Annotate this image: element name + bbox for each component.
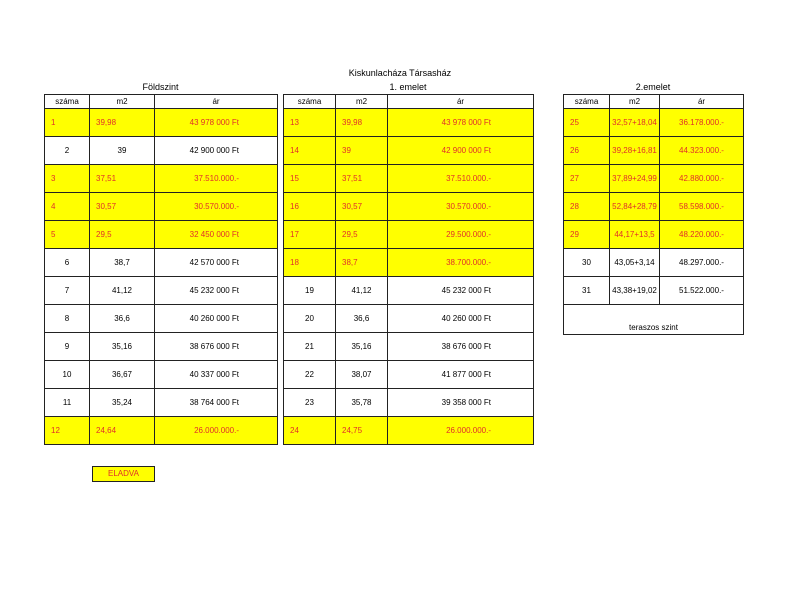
apartment-area: 36,67 (90, 361, 155, 389)
apartment-number: 30 (564, 249, 610, 277)
apartment-area: 44,17+13,5 (610, 221, 660, 249)
apartment-number: 29 (564, 221, 610, 249)
table-row (284, 333, 534, 361)
table-row (45, 137, 278, 165)
apartment-price: 40 260 000 Ft (155, 305, 278, 333)
apartment-number: 10 (45, 361, 90, 389)
apartment-table-ground-floor (44, 94, 278, 445)
column-header: száma (284, 95, 336, 109)
apartment-price: 51.522.000.- (660, 277, 744, 305)
sold-legend: ELADVA (92, 466, 155, 482)
apartment-price: 42 900 000 Ft (155, 137, 278, 165)
apartment-area: 52,84+28,79 (610, 193, 660, 221)
section-caption-second-floor: 2.emelet (635, 82, 671, 92)
column-header: ár (155, 95, 278, 109)
table-row (284, 165, 534, 193)
column-header: m2 (336, 95, 388, 109)
apartment-price: 48.220.000.- (660, 221, 744, 249)
apartment-number: 8 (45, 305, 90, 333)
apartment-number: 18 (284, 249, 336, 277)
apartment-area: 38,07 (336, 361, 388, 389)
apartment-price: 37.510.000.- (155, 165, 278, 193)
apartment-area: 24,64 (90, 417, 155, 445)
apartment-price: 41 877 000 Ft (388, 361, 534, 389)
apartment-number: 19 (284, 277, 336, 305)
apartment-number: 22 (284, 361, 336, 389)
apartment-number: 20 (284, 305, 336, 333)
apartment-price: 26.000.000.- (388, 417, 534, 445)
table-row (45, 389, 278, 417)
apartment-number: 4 (45, 193, 90, 221)
table-row (564, 137, 744, 165)
table-header-row (284, 95, 534, 109)
table-row (284, 417, 534, 445)
table-row (284, 109, 534, 137)
apartment-number: 31 (564, 277, 610, 305)
apartment-price: 45 232 000 Ft (388, 277, 534, 305)
apartment-price: 42.880.000.- (660, 165, 744, 193)
table-row (45, 249, 278, 277)
apartment-number: 12 (45, 417, 90, 445)
apartment-area: 35,16 (90, 333, 155, 361)
apartment-number: 23 (284, 389, 336, 417)
table-row (564, 221, 744, 249)
apartment-area: 30,57 (90, 193, 155, 221)
apartment-price: 42 570 000 Ft (155, 249, 278, 277)
column-header: m2 (90, 95, 155, 109)
apartment-area: 39,98 (336, 109, 388, 137)
apartment-area: 39,98 (90, 109, 155, 137)
apartment-table-second-floor (563, 94, 744, 335)
apartment-price: 45 232 000 Ft (155, 277, 278, 305)
apartment-area: 39 (336, 137, 388, 165)
apartment-number: 15 (284, 165, 336, 193)
apartment-area: 35,16 (336, 333, 388, 361)
table-row (284, 305, 534, 333)
column-header: ár (388, 95, 534, 109)
apartment-price: 36.178.000.- (660, 109, 744, 137)
apartment-area: 37,51 (90, 165, 155, 193)
table-row (284, 137, 534, 165)
document-title: Kiskunlacháza Társasház (348, 68, 452, 78)
table-row (45, 193, 278, 221)
apartment-number: 2 (45, 137, 90, 165)
apartment-area: 29,5 (90, 221, 155, 249)
apartment-number: 24 (284, 417, 336, 445)
apartment-price: 38 764 000 Ft (155, 389, 278, 417)
apartment-price: 44.323.000.- (660, 137, 744, 165)
apartment-number: 28 (564, 193, 610, 221)
apartment-price: 58.598.000.- (660, 193, 744, 221)
apartment-number: 3 (45, 165, 90, 193)
apartment-area: 24,75 (336, 417, 388, 445)
apartment-price: 26.000.000.- (155, 417, 278, 445)
apartment-area: 43,05+3,14 (610, 249, 660, 277)
table-row (284, 361, 534, 389)
apartment-price: 42 900 000 Ft (388, 137, 534, 165)
apartment-number: 5 (45, 221, 90, 249)
section-caption-first-floor: 1. emelet (389, 82, 427, 92)
apartment-price: 30.570.000.- (388, 193, 534, 221)
apartment-price: 43 978 000 Ft (388, 109, 534, 137)
apartment-area: 36,6 (90, 305, 155, 333)
apartment-price: 48.297.000.- (660, 249, 744, 277)
apartment-price: 40 260 000 Ft (388, 305, 534, 333)
apartment-price: 37.510.000.- (388, 165, 534, 193)
table-row (564, 193, 744, 221)
apartment-number: 14 (284, 137, 336, 165)
table-row (284, 277, 534, 305)
column-header: ár (660, 95, 744, 109)
table-row (284, 221, 534, 249)
apartment-number: 1 (45, 109, 90, 137)
table-row (45, 165, 278, 193)
apartment-price: 32 450 000 Ft (155, 221, 278, 249)
table-row (564, 277, 744, 305)
apartment-area: 39,28+16,81 (610, 137, 660, 165)
column-header: m2 (610, 95, 660, 109)
apartment-number: 9 (45, 333, 90, 361)
table-row (45, 277, 278, 305)
apartment-price: 38.700.000.- (388, 249, 534, 277)
apartment-area: 38,7 (336, 249, 388, 277)
table-row (564, 249, 744, 277)
terrace-level-note: teraszos szint (564, 305, 744, 335)
apartment-number: 21 (284, 333, 336, 361)
apartment-area: 35,24 (90, 389, 155, 417)
apartment-area: 41,12 (336, 277, 388, 305)
table-row (45, 417, 278, 445)
apartment-price: 29.500.000.- (388, 221, 534, 249)
apartment-area: 41,12 (90, 277, 155, 305)
table-footer-row (564, 305, 744, 335)
apartment-price: 30.570.000.- (155, 193, 278, 221)
table-row (284, 249, 534, 277)
table-row (564, 165, 744, 193)
apartment-number: 27 (564, 165, 610, 193)
apartment-area: 39 (90, 137, 155, 165)
apartment-price: 43 978 000 Ft (155, 109, 278, 137)
apartment-number: 16 (284, 193, 336, 221)
apartment-area: 29,5 (336, 221, 388, 249)
apartment-area: 37,89+24,99 (610, 165, 660, 193)
apartment-area: 35,78 (336, 389, 388, 417)
table-row (284, 389, 534, 417)
apartment-number: 25 (564, 109, 610, 137)
section-caption-ground-floor: Földszint (142, 82, 179, 92)
apartment-area: 36,6 (336, 305, 388, 333)
apartment-area: 43,38+19,02 (610, 277, 660, 305)
column-header: száma (564, 95, 610, 109)
table-row (45, 221, 278, 249)
table-row (45, 305, 278, 333)
apartment-area: 37,51 (336, 165, 388, 193)
apartment-price: 38 676 000 Ft (388, 333, 534, 361)
apartment-number: 11 (45, 389, 90, 417)
table-header-row (564, 95, 744, 109)
column-header: száma (45, 95, 90, 109)
apartment-area: 30,57 (336, 193, 388, 221)
apartment-price: 38 676 000 Ft (155, 333, 278, 361)
apartment-number: 7 (45, 277, 90, 305)
table-row (45, 109, 278, 137)
table-row (564, 109, 744, 137)
apartment-area: 38,7 (90, 249, 155, 277)
apartment-number: 26 (564, 137, 610, 165)
table-row (284, 193, 534, 221)
apartment-area: 32,57+18,04 (610, 109, 660, 137)
apartment-number: 17 (284, 221, 336, 249)
apartment-number: 6 (45, 249, 90, 277)
table-header-row (45, 95, 278, 109)
apartment-table-first-floor (283, 94, 534, 445)
table-row (45, 333, 278, 361)
apartment-price: 39 358 000 Ft (388, 389, 534, 417)
apartment-price: 40 337 000 Ft (155, 361, 278, 389)
table-row (45, 361, 278, 389)
apartment-number: 13 (284, 109, 336, 137)
